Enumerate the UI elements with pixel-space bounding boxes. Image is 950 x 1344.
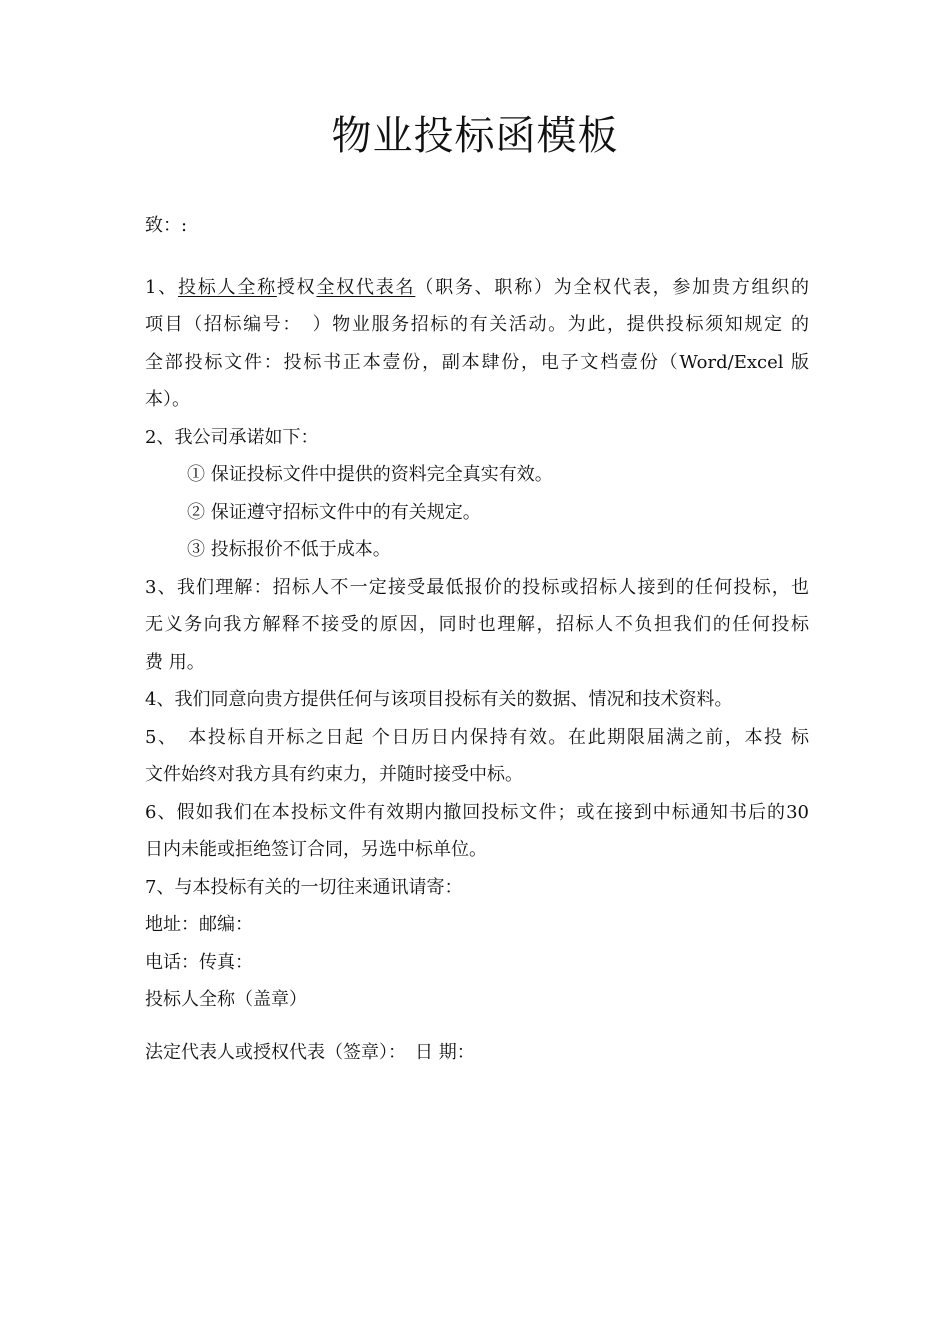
commitment-item: ② 保证遵守招标文件中的有关规定。 <box>187 501 481 523</box>
address-line: 地址：邮编： <box>145 914 253 935</box>
clause3-line2: 无义务向我方解释不接受的原因，同时也理解，招标人不负担我们的任何投标 <box>145 614 809 635</box>
clause1-prefix: 1、 <box>145 276 179 298</box>
salutation: 致：: <box>145 215 188 236</box>
signature-date-line: 法定代表人或授权代表（签章）： 日 期： <box>145 1041 475 1063</box>
phone-fax-line: 电话：传真： <box>145 951 253 973</box>
clause1-authorize: 授权 <box>276 276 317 298</box>
clause3-line1: 3、我们理解：招标人不一定接受最低报价的投标或招标人接到的任何投标，也 <box>145 576 809 598</box>
bidder-name-field: 投标人全称 <box>178 276 277 298</box>
commitment-item: ① 保证投标文件中提供的资料完全真实有效。 <box>187 464 553 485</box>
clause4-line1: 4、我们同意向贵方提供任何与该项目投标有关的数据、情况和技术资料。 <box>145 689 733 710</box>
clause5-line1: 5、 本投标自开标之日起 个日历日内保持有效。在此期限届满之前，本投 标 <box>145 726 809 748</box>
clause1-line1 <box>145 269 809 307</box>
clause6-line1: 6、假如我们在本投标文件有效期内撤回投标文件；或在接到中标通知书后的30 <box>145 801 809 823</box>
clause3-line3: 费 用。 <box>145 651 205 673</box>
representative-name-field: 全权代表名 <box>316 276 416 298</box>
clause5-line2: 文件始终对我方具有约束力，并随时接受中标。 <box>145 764 523 785</box>
document-title: 物业投标函模板 <box>331 113 619 159</box>
clause2-heading: 2、我公司承诺如下： <box>145 426 319 448</box>
clause1-line1-rest: （职务、职称）为全权代表，参加贵方组织的 <box>415 276 810 298</box>
clause6-line2: 日内未能或拒绝签订合同，另选中标单位。 <box>145 839 487 860</box>
bidder-seal-line: 投标人全称（盖章） <box>145 989 307 1010</box>
clause1-line2: 项目（招标编号： ）物业服务招标的有关活动。为此，提供投标须知规定 的 <box>145 314 809 335</box>
clause7-heading: 7、与本投标有关的一切往来通讯请寄： <box>145 876 463 898</box>
document-body <box>145 207 809 1071</box>
clause1-line4: 本）。 <box>145 389 190 410</box>
clause1-line3: 全部投标文件：投标书正本壹份，副本肆份，电子文档壹份（Word/Excel 版 <box>145 351 809 373</box>
commitment-item: ③ 投标报价不低于成本。 <box>187 539 391 560</box>
